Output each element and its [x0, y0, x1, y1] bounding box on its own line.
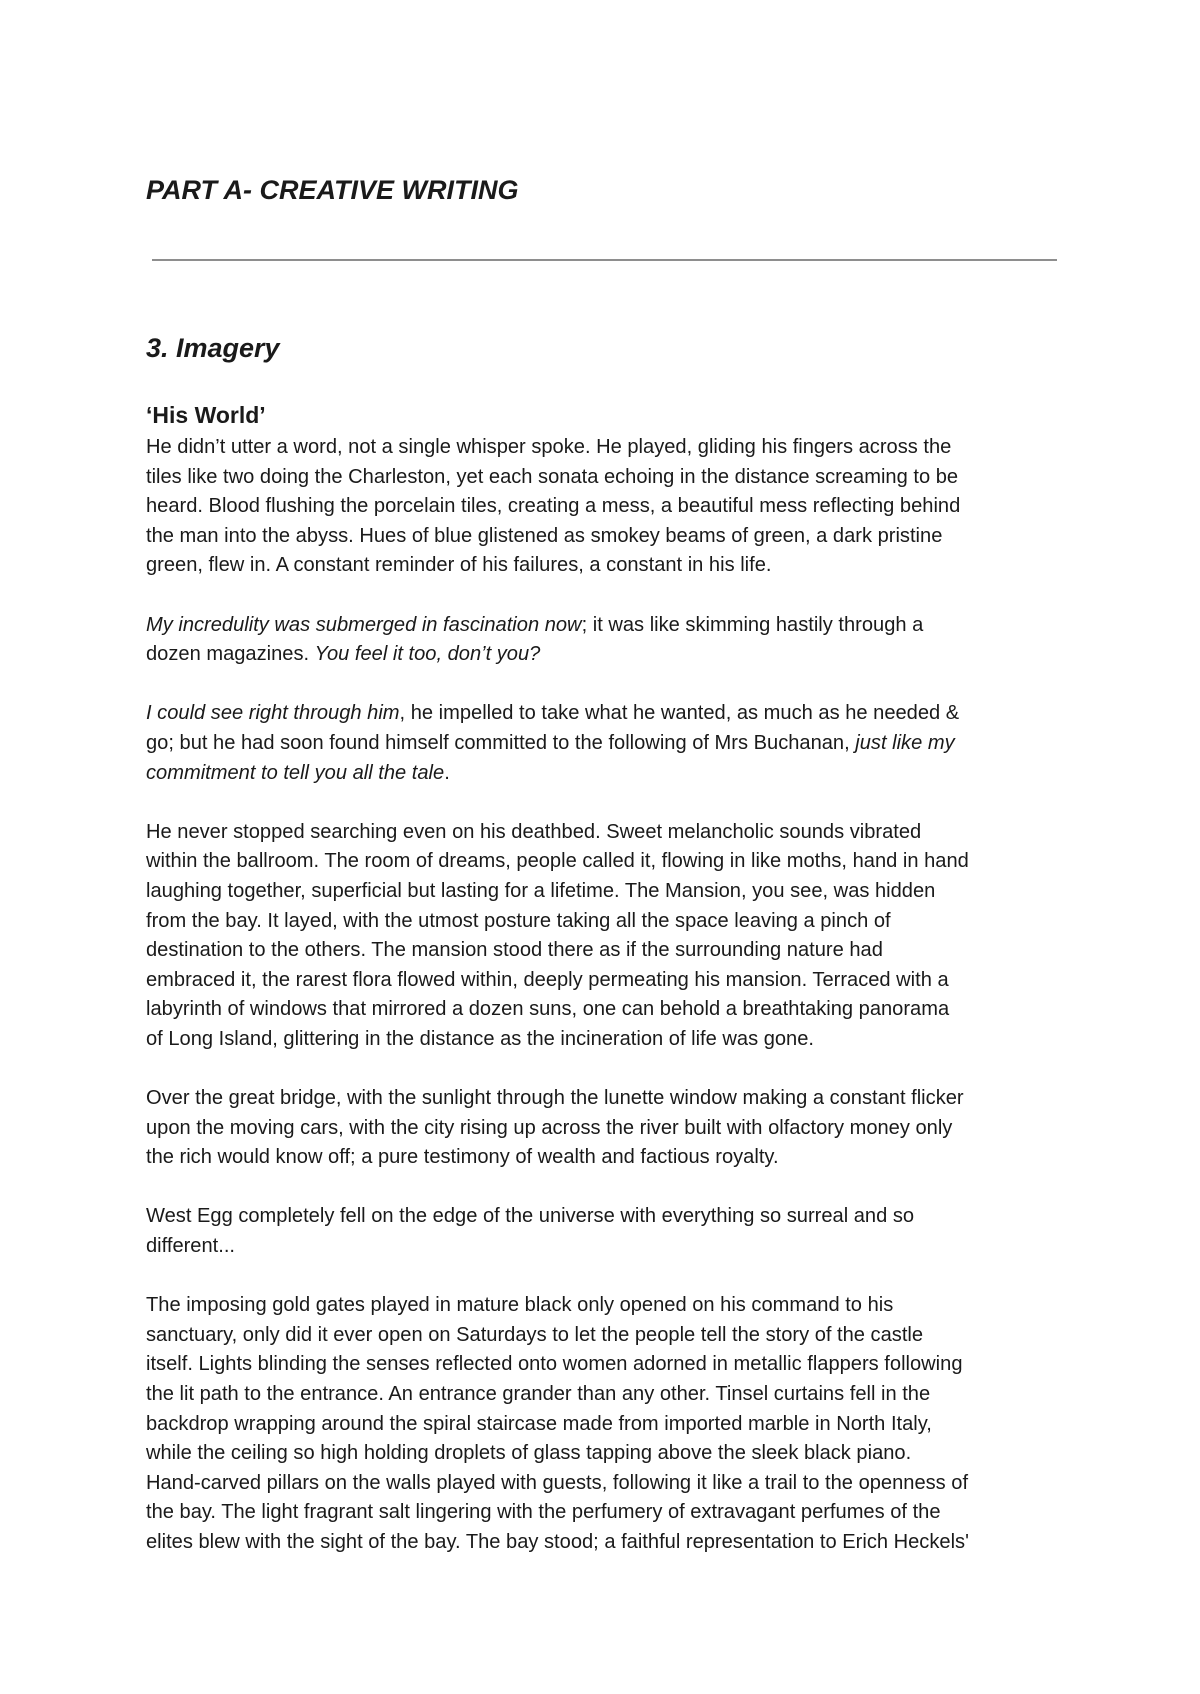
text-line: labyrinth of windows that mirrored a dozen suns, one can behold a breathtaking panorama	[146, 998, 950, 1021]
horizontal-rule	[152, 259, 1057, 261]
paragraph-1	[146, 433, 1076, 581]
text-segment: , he impelled to take what he wanted, as much as he needed &	[399, 702, 960, 725]
text-line: West Egg completely fell on the edge of the universe with everything so surreal and so	[146, 1205, 915, 1228]
paragraph-5	[146, 1084, 1076, 1173]
text-line: the bay. The light fragrant salt lingering with the perfumery of extravagant perfumes of the	[146, 1501, 941, 1524]
text-line: while the ceiling so high holding droplets of glass tapping above the sleek black piano.	[146, 1442, 912, 1465]
text-line: green, flew in. A constant reminder of his failures, a constant in his life.	[146, 554, 772, 577]
text-line: The imposing gold gates played in mature black only opened on his command to his	[146, 1294, 894, 1317]
text-line: Over the great bridge, with the sunlight through the lunette window making a constant flicker	[146, 1087, 964, 1110]
text-line: heard. Blood flushing the porcelain tiles, creating a mess, a beautiful mess reflecting behind	[146, 495, 961, 518]
text-segment: dozen magazines.	[146, 643, 315, 666]
paragraph-4	[146, 818, 1076, 1055]
italic-phrase: commitment to tell you all the tale	[146, 761, 445, 784]
text-line	[146, 699, 1076, 729]
paragraph-7	[146, 1291, 1076, 1557]
italic-phrase: just like my	[855, 731, 955, 754]
text-segment: ; it was like skimming hastily through a	[581, 613, 924, 636]
text-line	[146, 729, 1076, 759]
text-line: itself. Lights blinding the senses reflected onto women adorned in metallic flappers following	[146, 1353, 963, 1376]
text-line: from the bay. It layed, with the utmost posture taking all the space leaving a pinch of	[146, 909, 891, 932]
section-title: 3. Imagery	[146, 333, 280, 363]
text-line: He didn’t utter a word, not a single whisper spoke. He played, gliding his fingers across the	[146, 436, 952, 458]
italic-phrase: My incredulity was submerged in fascination now	[146, 613, 582, 636]
text-segment: .	[444, 761, 450, 784]
italic-phrase: I could see right through him	[146, 702, 400, 725]
text-line: the lit path to the entrance. An entrance grander than any other. Tinsel curtains fell in the	[146, 1383, 931, 1405]
paragraph-3	[146, 699, 1076, 788]
text-line: upon the moving cars, with the city rising up across the river built with olfactory money only	[146, 1116, 953, 1139]
text-line: of Long Island, glittering in the distance as the incineration of life was gone.	[146, 1027, 814, 1050]
text-line: the rich would know off; a pure testimony of wealth and factious royalty.	[146, 1146, 779, 1169]
text-line: backdrop wrapping around the spiral staircase made from imported marble in North Italy,	[146, 1412, 932, 1435]
text-line: tiles like two doing the Charleston, yet each sonata echoing in the distance screaming to be	[146, 465, 959, 488]
text-line: within the ballroom. The room of dreams, people called it, flowing in like moths, hand in hand	[146, 850, 969, 873]
text-line	[146, 611, 1076, 641]
text-line	[146, 640, 1076, 670]
paragraph-6	[146, 1202, 1076, 1261]
text-line: sanctuary, only did it ever open on Saturdays to let the people tell the story of the castle	[146, 1323, 924, 1346]
body-text	[146, 433, 1076, 1558]
italic-phrase: You feel it too, don’t you?	[314, 643, 541, 666]
text-line: different...	[146, 1235, 235, 1258]
text-line: He never stopped searching even on his deathbed. Sweet melancholic sounds vibrated	[146, 820, 922, 843]
poem-title: ‘His World’	[146, 402, 266, 428]
text-line	[146, 759, 1076, 789]
paragraph-2	[146, 611, 1076, 670]
text-line: elites blew with the sight of the bay. The bay stood; a faithful representation to Erich Heckels'	[146, 1530, 969, 1553]
text-line: the man into the abyss. Hues of blue glistened as smokey beams of green, a dark pristine	[146, 524, 943, 547]
text-line: laughing together, superficial but lasting for a lifetime. The Mansion, you see, was hidden	[146, 879, 936, 902]
text-segment: go; but he had soon found himself committed to the following of Mrs Buchanan,	[146, 731, 856, 754]
text-line: destination to the others. The mansion stood there as if the surrounding nature had	[146, 939, 883, 962]
part-title: PART A- CREATIVE WRITING	[146, 175, 519, 205]
text-line: Hand-carved pillars on the walls played with guests, following it like a trail to the openness of	[146, 1471, 969, 1494]
text-line: embraced it, the rarest flora flowed within, deeply permeating his mansion. Terraced with a	[146, 968, 949, 991]
